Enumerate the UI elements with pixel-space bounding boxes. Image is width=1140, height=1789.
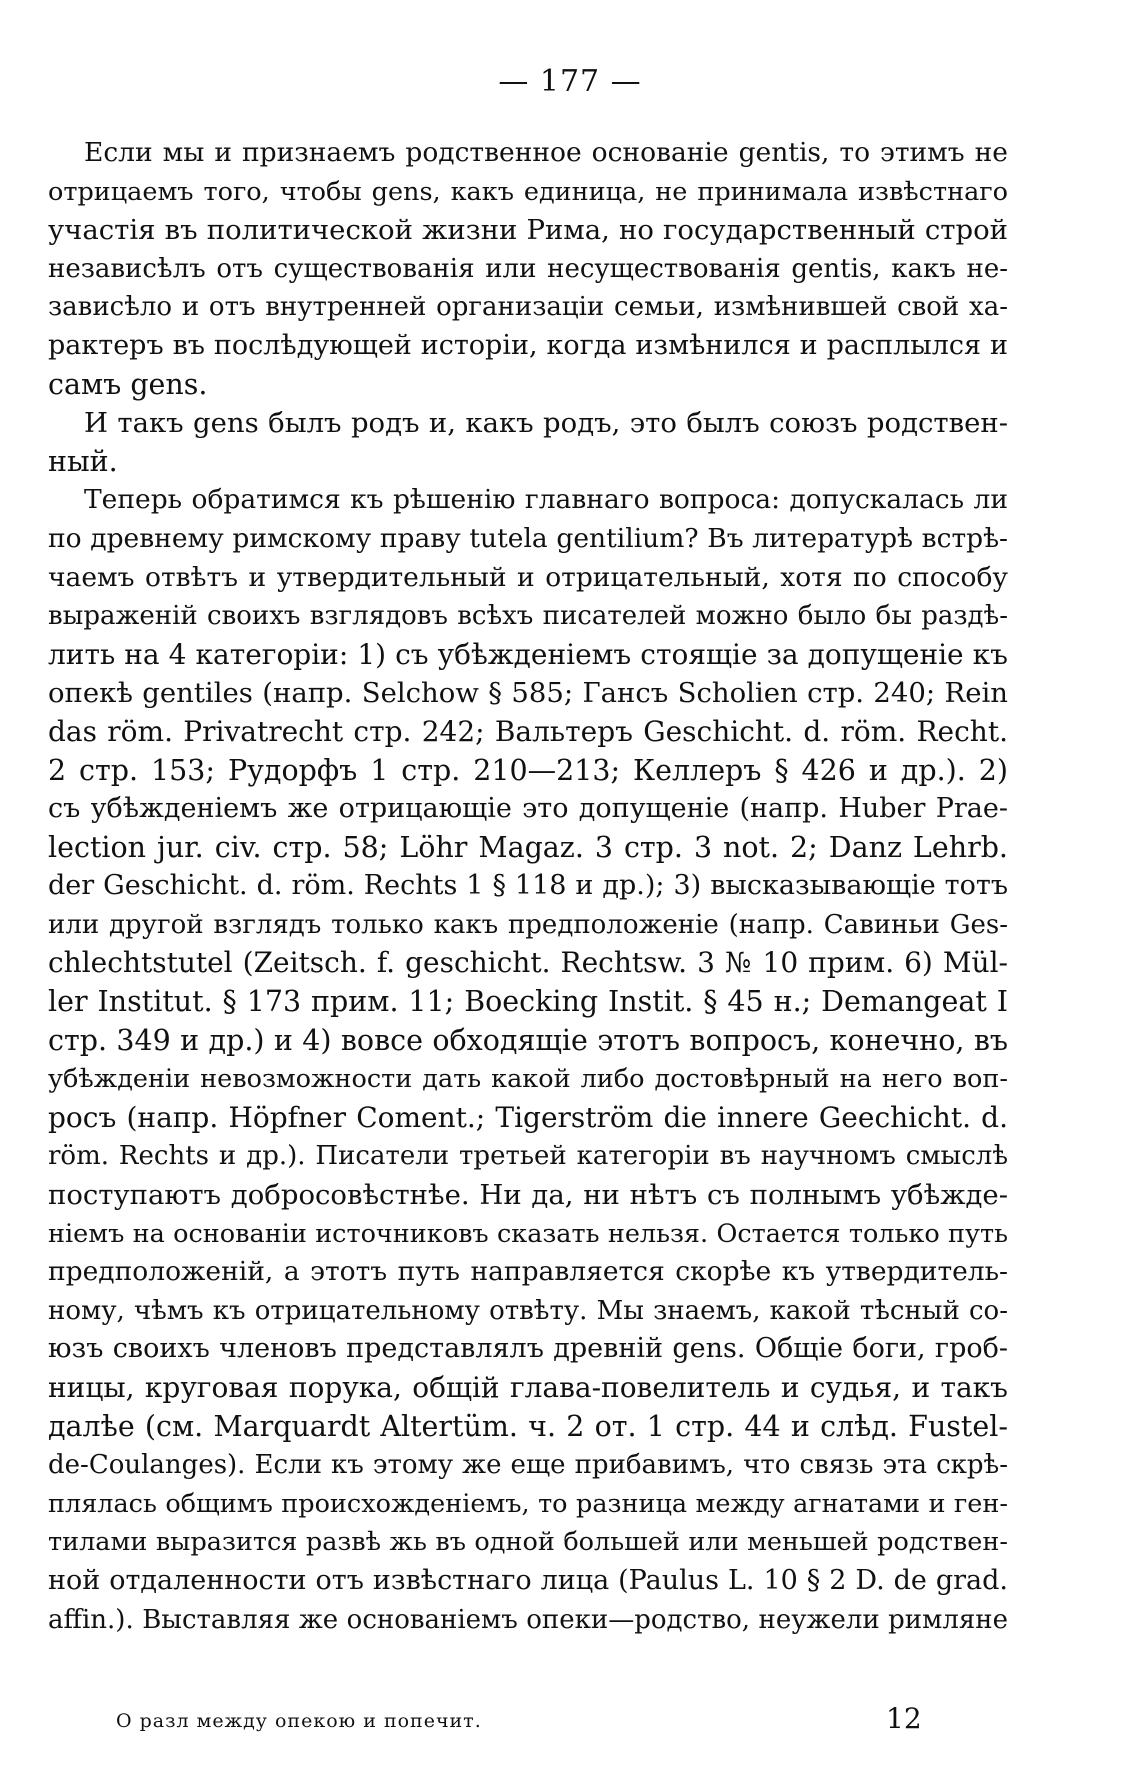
text-line: нiемъ на основанiи источниковъ сказать нельзя. Остается только путь xyxy=(48,1218,1008,1249)
text-line: зависѣло и отъ внутренней организацiи семьи, измѣнившей свой ха- xyxy=(48,292,1008,323)
text-line: 2 стр. 153; Рудорфъ 1 стр. 210—213; Келлеръ § 426 и др.). 2) xyxy=(48,753,1008,787)
page-footer xyxy=(116,1702,936,1738)
text-line: der Geschicht. d. röm. Rechts 1 § 118 и др.); 3) высказывающiе тотъ xyxy=(48,870,1008,902)
text-line: Теперь обратимся къ рѣшенiю главнаго вопроса: допускалась ли xyxy=(84,484,1008,516)
text-line: убѣжденiи невозможности дать какой либо достовѣрный на него воп- xyxy=(48,1064,1008,1095)
text-line: ler Institut. § 173 прим. 11; Boecking Instit. § 45 н.; Demangeat I xyxy=(48,985,1008,1019)
text-line: рактеръ въ послѣдующей исторiи, когда измѣнился и расплылся и xyxy=(48,329,1008,361)
text-line: affin.). Выставляя же основанiемъ опеки—родство, неужели римляне xyxy=(48,1604,1008,1635)
text-line: ницы, круговая порука, общiй глава-повелитель и судья, и такъ xyxy=(48,1371,1008,1404)
text-line: lection jur. civ. стр. 58; Löhr Magaz. 3 стр. 3 not. 2; Danz Lehrb. xyxy=(48,830,1008,864)
sheet-number: 12 xyxy=(886,1702,922,1735)
text-line: тилами выразится развѣ жь въ одной большей или меньшей родствен- xyxy=(48,1527,1008,1558)
text-line: ный. xyxy=(48,444,118,478)
text-line: отрицаемъ того, чтобы gens, какъ единица, не принимала извѣстнаго xyxy=(48,176,1008,207)
text-line: съ убѣжденiемъ же отрицающiе это допущенiе (напр. Huber Prae- xyxy=(48,793,1008,825)
text-line: das röm. Privatrecht стр. 242; Вальтеръ Geschicht. d. röm. Recht. xyxy=(48,714,1008,748)
page-number: — 177 — xyxy=(498,64,642,99)
text-line: выраженiй своихъ взглядовъ всѣхъ писателей можно было бы раздѣ- xyxy=(48,601,1008,632)
body-text xyxy=(48,134,1008,1639)
text-line: ной отдаленности отъ извѣстнаго лица (Paulus L. 10 § 2 D. de grad. xyxy=(48,1564,1008,1596)
text-line: юзъ своихъ членовъ представлялъ древнiй gens. Общiе боги, гроб- xyxy=(48,1333,1008,1365)
text-line: плялась общимъ происхожденiемъ, то разница между агнатами и ген- xyxy=(48,1488,1008,1519)
text-line: по древнему римскому праву tutela gentilium? Въ литературѣ встрѣ- xyxy=(48,522,1008,554)
text-line: независѣлъ отъ существованiя или несуществованiя gentis, какъ не- xyxy=(48,253,1008,284)
text-line: предположенiй, а этотъ путь направляется скорѣе къ утвердитель- xyxy=(48,1256,1008,1288)
text-line: далѣе (см. Marquardt Altertüm. ч. 2 от. 1 стр. 44 и слѣд. Fustel- xyxy=(48,1409,1008,1443)
text-line: или другой взглядъ только какъ предположенiе (напр. Савиньи Ges- xyxy=(48,909,1008,940)
text-line: опекѣ gentiles (напр. Selchow § 585; Гансъ Scholien стр. 240; Rein xyxy=(48,677,1008,710)
text-line: стр. 349 и др.) и 4) вовсе обходящiе этотъ вопросъ, конечно, въ xyxy=(48,1023,1008,1057)
text-line: лить на 4 категорiи: 1) съ убѣжденiемъ стоящiе за допущенiе къ xyxy=(48,637,1008,671)
text-line: И такъ gens былъ родъ и, какъ родъ, это былъ союзъ родствен- xyxy=(84,407,1008,440)
text-line: чаемъ отвѣтъ и утвердительный и отрицательный, хотя по способу xyxy=(48,561,1008,593)
text-line: поступаютъ добросовѣстнѣе. Ни да, ни нѣтъ съ полнымъ убѣжде- xyxy=(48,1179,1008,1212)
text-line: röm. Rechts и др.). Писатели третьей категорiи въ научномъ смыслѣ xyxy=(48,1141,1008,1172)
footer-signature: О разл между опекою и попечит. xyxy=(116,1710,482,1732)
text-line: chlechtstutel (Zeitsch. f. geschicht. Rechtsw. 3 № 10 прим. 6) Mül- xyxy=(48,946,1008,980)
text-line: de-Coulanges). Если къ этому же еще прибавимъ, что связь эта скрѣ- xyxy=(48,1450,1008,1481)
text-line: росъ (напр. Höpfner Coment.; Tigerström die innere Geechicht. d. xyxy=(48,1100,1008,1134)
text-line: Если мы и признаемъ родственное основанiе gentis, то этимъ не xyxy=(84,137,1008,168)
text-line: участiя въ политической жизни Рима, но государственный строй xyxy=(48,214,1008,247)
text-line: самъ gens. xyxy=(48,367,208,401)
text-line: ному, чѣмъ къ отрицательному отвѣту. Мы знаемъ, какой тѣсный со- xyxy=(48,1295,1008,1326)
